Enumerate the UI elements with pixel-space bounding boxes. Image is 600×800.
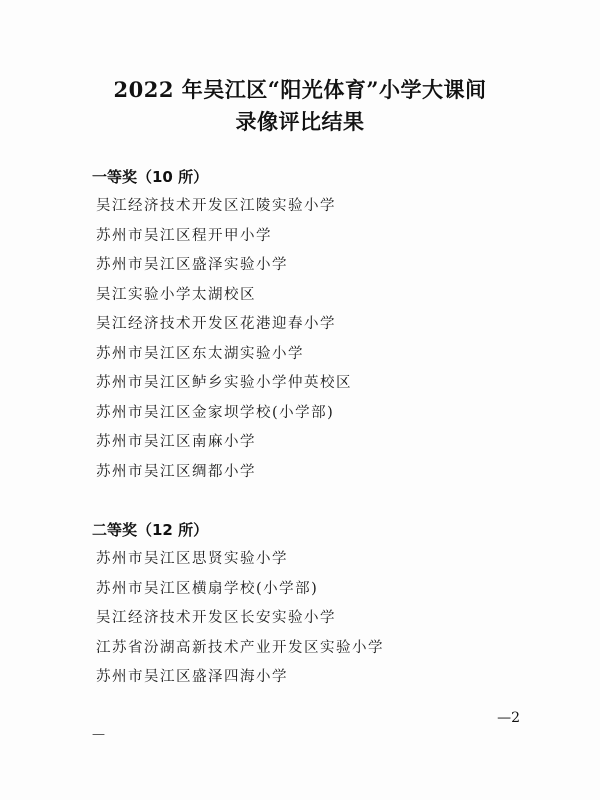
document-title-line-1: 2022 年吴江区“阳光体育”小学大课间 — [113, 77, 487, 102]
second-prize-heading: 二等奖（12 所） — [92, 521, 209, 539]
margin-dash-mark: — — [92, 727, 105, 742]
list-item: 苏州市吴江区金家坝学校(小学部) — [96, 404, 335, 421]
list-item: 苏州市吴江区盛泽四海小学 — [96, 669, 288, 685]
document-title-line-2: 录像评比结果 — [235, 109, 365, 134]
list-item: 吴江经济技术开发区花港迎春小学 — [96, 316, 336, 332]
list-item: 苏州市吴江区鲈乡实验小学仲英校区 — [96, 375, 352, 391]
list-item: 苏州市吴江区盛泽实验小学 — [96, 257, 288, 273]
list-item: 吴江经济技术开发区江陵实验小学 — [96, 198, 336, 214]
list-item: 苏州市吴江区横扇学校(小学部) — [96, 580, 319, 597]
second-prize-list — [96, 545, 384, 693]
page-number: —2 — [497, 710, 520, 726]
list-item: 吴江经济技术开发区长安实验小学 — [96, 610, 336, 626]
list-item: 江苏省汾湖高新技术产业开发区实验小学 — [96, 639, 384, 656]
list-item: 苏州市吴江区程开甲小学 — [96, 227, 272, 244]
list-item: 苏州市吴江区思贤实验小学 — [96, 551, 288, 567]
first-prize-list — [96, 192, 352, 487]
list-item: 苏州市吴江区南麻小学 — [96, 434, 256, 450]
list-item: 吴江实验小学太湖校区 — [96, 286, 256, 303]
first-prize-heading: 一等奖（10 所） — [92, 168, 209, 186]
list-item: 苏州市吴江区东太湖实验小学 — [96, 345, 304, 362]
list-item: 苏州市吴江区绸都小学 — [96, 463, 256, 480]
